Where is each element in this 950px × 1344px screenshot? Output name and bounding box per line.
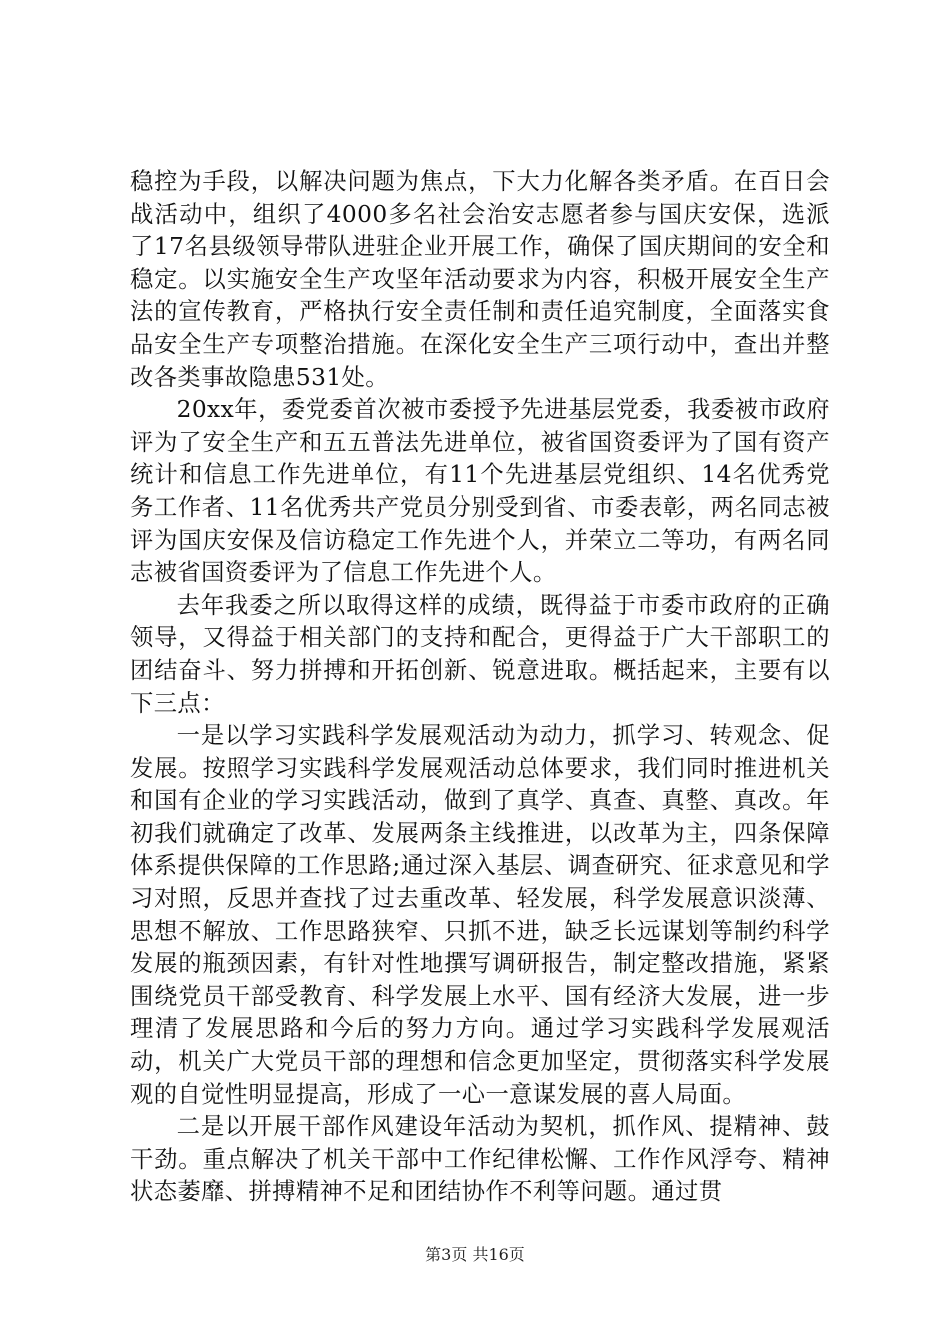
paragraph-3: 去年我委之所以取得这样的成绩，既得益于市委市政府的正确领导，又得益于相关部门的支持和配合，更得益于广大干部职工的团结奋斗、努力拼搏和开拓创新、锐意进取。概括起来，主要有以下三点： [130, 591, 830, 717]
paragraph-1: 稳控为手段，以解决问题为焦点，下大力化解各类矛盾。在百日会战活动中，组织了4000多名社会治安志愿者参与国庆安保，选派了17名县级领导带队进驻企业开展工作，确保了国庆期间的安全和稳定。以实施安全生产攻坚年活动要求为内容，积极开展安全生产法的宣传教育，严格执行安全责任制和责任追究制度，全面落实食品安全生产专项整治措施。在深化安全生产三项行动中，查出并整改各类事故隐患531处。 [130, 168, 830, 391]
paragraph-2: 20xx年，委党委首次被市委授予先进基层党委，我委被市政府评为了安全生产和五五普法先进单位，被省国资委评为了国有资产统计和信息工作先进单位，有11个先进基层党组织、14名优秀党务工作者、11名优秀共产党员分别受到省、市委表彰，两名同志被评为国庆安保及信访稳定工作先进个人，并荣立二等功，有两名同志被省国资委评为了信息工作先进个人。 [130, 396, 830, 587]
document-body [130, 166, 830, 1209]
page-number-footer: 第3页 共16页 [425, 1245, 525, 1264]
paragraph-5: 二是以开展干部作风建设年活动为契机，抓作风、提精神、鼓干劲。重点解决了机关干部中工作纪律松懈、工作作风浮夸、精神状态萎靡、拼搏精神不足和团结协作不利等问题。通过贯 [130, 1113, 830, 1206]
paragraph-4: 一是以学习实践科学发展观活动为动力，抓学习、转观念、促发展。按照学习实践科学发展观活动总体要求，我们同时推进机关和国有企业的学习实践活动，做到了真学、真查、真整、真改。年初我们就确定了改革、发展两条主线推进，以改革为主，四条保障体系提供保障的工作思路;通过深入基层、调查研究、征求意见和学习对照，反思并查找了过去重改革、轻发展，科学发展意识淡薄、思想不解放、工作思路狭窄、只抓不进，缺乏长远谋划等制约科学发展的瓶颈因素，有针对性地撰写调研报告，制定整改措施，紧紧围绕党员干部受教育、科学发展上水平、国有经济大发展，进一步理清了发展思路和今后的努力方向。通过学习实践科学发展观活动，机关广大党员干部的理想和信念更加坚定，贯彻落实科学发展观的自觉性明显提高，形成了一心一意谋发展的喜人局面。 [130, 722, 830, 1108]
